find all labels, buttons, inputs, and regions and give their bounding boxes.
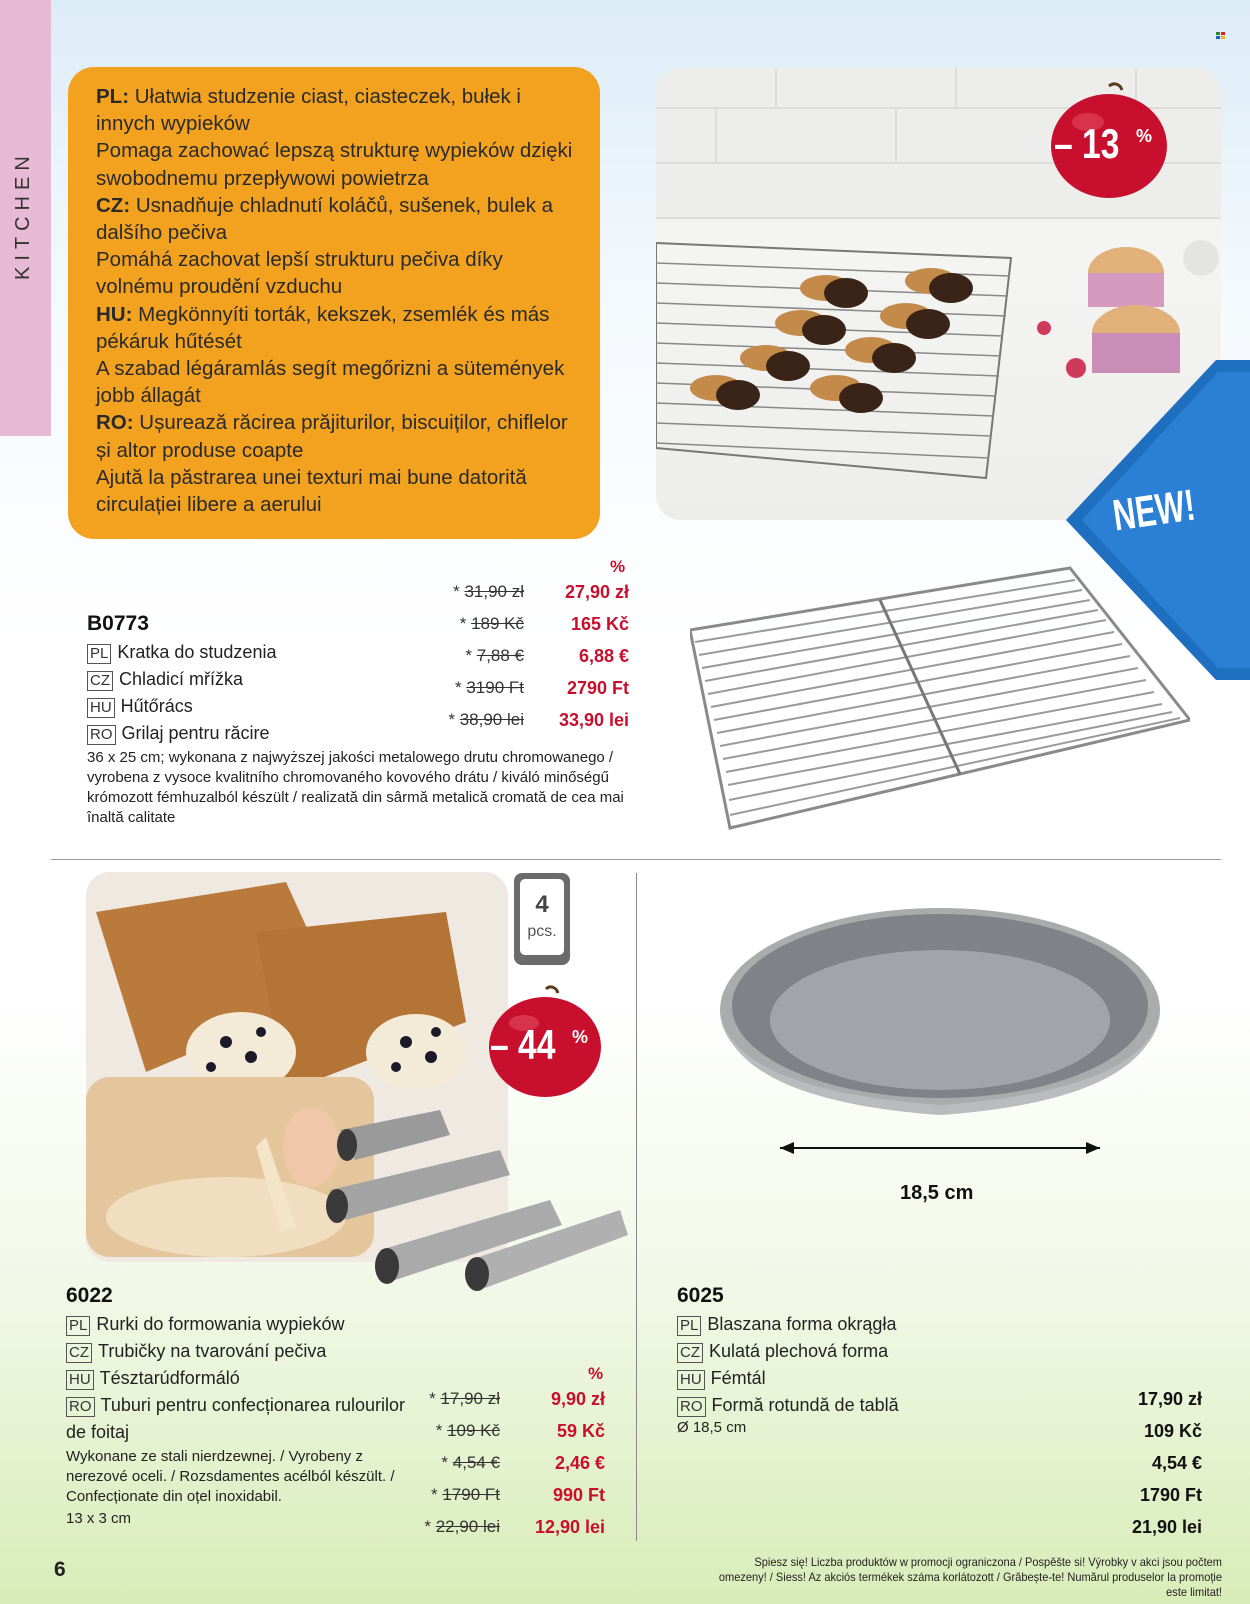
product2-new-price-czk: 59 Kč [556,1421,605,1441]
product3-size: Ø 18,5 cm [677,1419,747,1436]
product1-old-price-pln: * 31,90 zł [453,582,524,601]
product2-details: Wykonane ze stali nierdzewnej. / Vyrobeny z nerezové oceli. / Rozsdamentes acélból készült. / Confecționate din oțel inoxidabil. [66,1448,395,1505]
pcs-count: 4 [535,891,549,918]
side-label: KITCHEN [12,150,34,280]
product2-old-price-eur: * 4,54 € [441,1453,500,1472]
cz-text-2: Pomáhá zachovat lepší strukturu pečiva díky volnému proudění vzduchu [96,248,503,299]
brand-logo-icon [1216,32,1225,39]
discount-badge-13 [1048,82,1170,200]
product3-name-ro: RO Formă rotundă de tablă [677,1395,899,1417]
pl-text-1: Ułatwia studzenie ciast, ciasteczek, bułek i innych wypieków [96,85,521,136]
hu-text-2: A szabad légáramlás segít megőrizni a sütemények jobb állagát [96,357,565,408]
product-code-6025: 6025 [677,1284,724,1307]
product2-new-price-ron: 12,90 lei [534,1517,605,1537]
product2-new-price-eur: 2,46 € [554,1453,605,1473]
pcs-label: pcs. [527,923,557,940]
cz-text-1: Usnadňuje chladnutí koláčů, sušenek, bulek a dalšího pečiva [96,193,553,245]
product1-name-ro: RO Grilaj pentru răcire [87,723,270,745]
product1-old-price-eur: * 7,88 € [465,646,524,665]
discount-percent-13: % [1136,126,1153,146]
product-code-6022: 6022 [66,1284,113,1307]
product1-details: 36 x 25 cm; wykonana z najwyższej jakości metalowego drutu chromowanego / vyrobena z vysoce kvalitního chromovaného kovového drátu / kiváló minőségű krómozott fémhuzalból készült / realizată din sârmă metalică cromată de cea mai înaltă calitate [87,749,624,826]
product2-size: 13 x 3 cm [66,1510,132,1527]
footer-note: Spiesz się! Liczba produktów w promocji ograniczona / Pospěšte si! Výrobky v akci jsou počtem omezeny! / Siess! Az akciós termékek száma korlátozott / Grăbește-te! Numărul produselor la promoție este limitat! [718,1555,1222,1599]
round-pan-image [710,900,1170,1180]
ro-text-2: Ajută la păstrarea unei texturi mai bune datorită circulației libere a aerului [96,465,527,517]
new-label: NEW! [1110,480,1199,541]
product2-percent-header: % [588,1364,604,1383]
steel-tubes-image [300,1110,630,1310]
product2-old-price-huf: * 1790 Ft [430,1485,500,1504]
product2-name-hu: HU Tésztarúdformáló [66,1368,240,1390]
product3-price-pln: 17,90 zł [1137,1389,1202,1409]
cz-code: CZ: [96,193,131,217]
pl-code: PL: [96,85,130,108]
description-box [68,67,600,539]
product1-new-price-eur: 6,88 € [578,646,629,666]
ro-text-1: Ușurează răcirea prăjiturilor, biscuiților, chiflelor și altor produse coapte [96,411,568,462]
product-code-b0773: B0773 [87,612,149,635]
pcs-badge-inner [520,879,564,955]
column-divider [636,873,637,1541]
product1-name-pl: PL Kratka do studzenia [87,642,276,664]
product3-price-czk: 109 Kč [1143,1421,1202,1441]
discount-value-44: – 44 [490,1021,556,1068]
product1-name-cz: CZ Chladicí mřížka [87,669,243,691]
product2-old-price-czk: * 109 Kč [435,1421,500,1440]
product3-name-cz: CZ Kulatá plechová forma [677,1341,888,1363]
product1-old-price-huf: * 3190 Ft [454,678,524,697]
page-number: 6 [54,1558,66,1581]
product1-new-price-czk: 165 Kč [570,614,629,634]
product1-new-price-huf: 2790 Ft [566,678,629,698]
cooling-rack-image [690,560,1190,840]
pan-dimension-label: 18,5 cm [900,1182,974,1204]
product2-name-pl: PL Rurki do formowania wypieków [66,1314,344,1336]
product1-name-hu: HU Hűtőrács [87,696,193,718]
ro-code: RO: [96,411,134,435]
product3-price-huf: 1790 Ft [1139,1485,1202,1505]
discount-value-13: – 13 [1054,120,1120,167]
discount-percent-44: % [572,1027,589,1047]
pl-text-2: Pomaga zachować lepszą strukturę wypieków dzięki swobodnemu przepływowi powietrza [96,139,573,190]
product3-name-hu: HU Fémtál [677,1368,766,1390]
product2-name-ro: RO Tuburi pentru confecționarea rulourilor [66,1395,405,1417]
product3-price-eur: 4,54 € [1151,1453,1202,1473]
hu-text-1: Megkönnyíti torták, kekszek, zsemlék és más pékáruk hűtését [96,302,550,353]
product2-new-price-huf: 990 Ft [552,1485,605,1505]
product1-old-price-ron: * 38,90 lei [448,710,524,729]
product3-name-pl: PL Blaszana forma okrągła [677,1314,896,1336]
product2-name-ro-cont: de foitaj [66,1422,130,1442]
section-divider [51,859,1221,860]
product1-old-price-czk: * 189 Kč [459,614,524,633]
discount-badge-44 [486,985,604,1100]
product1-percent-header: % [610,557,626,576]
product1-new-price-ron: 33,90 lei [558,710,629,730]
product2-name-cz: CZ Trubičky na tvarování pečiva [66,1341,326,1363]
product2-old-price-pln: * 17,90 zł [429,1389,500,1408]
hu-code: HU: [96,302,133,326]
product1-new-price-pln: 27,90 zł [564,582,629,602]
product2-new-price-pln: 9,90 zł [550,1389,605,1409]
product3-price-ron: 21,90 lei [1131,1517,1202,1537]
product2-old-price-ron: * 22,90 lei [424,1517,500,1536]
